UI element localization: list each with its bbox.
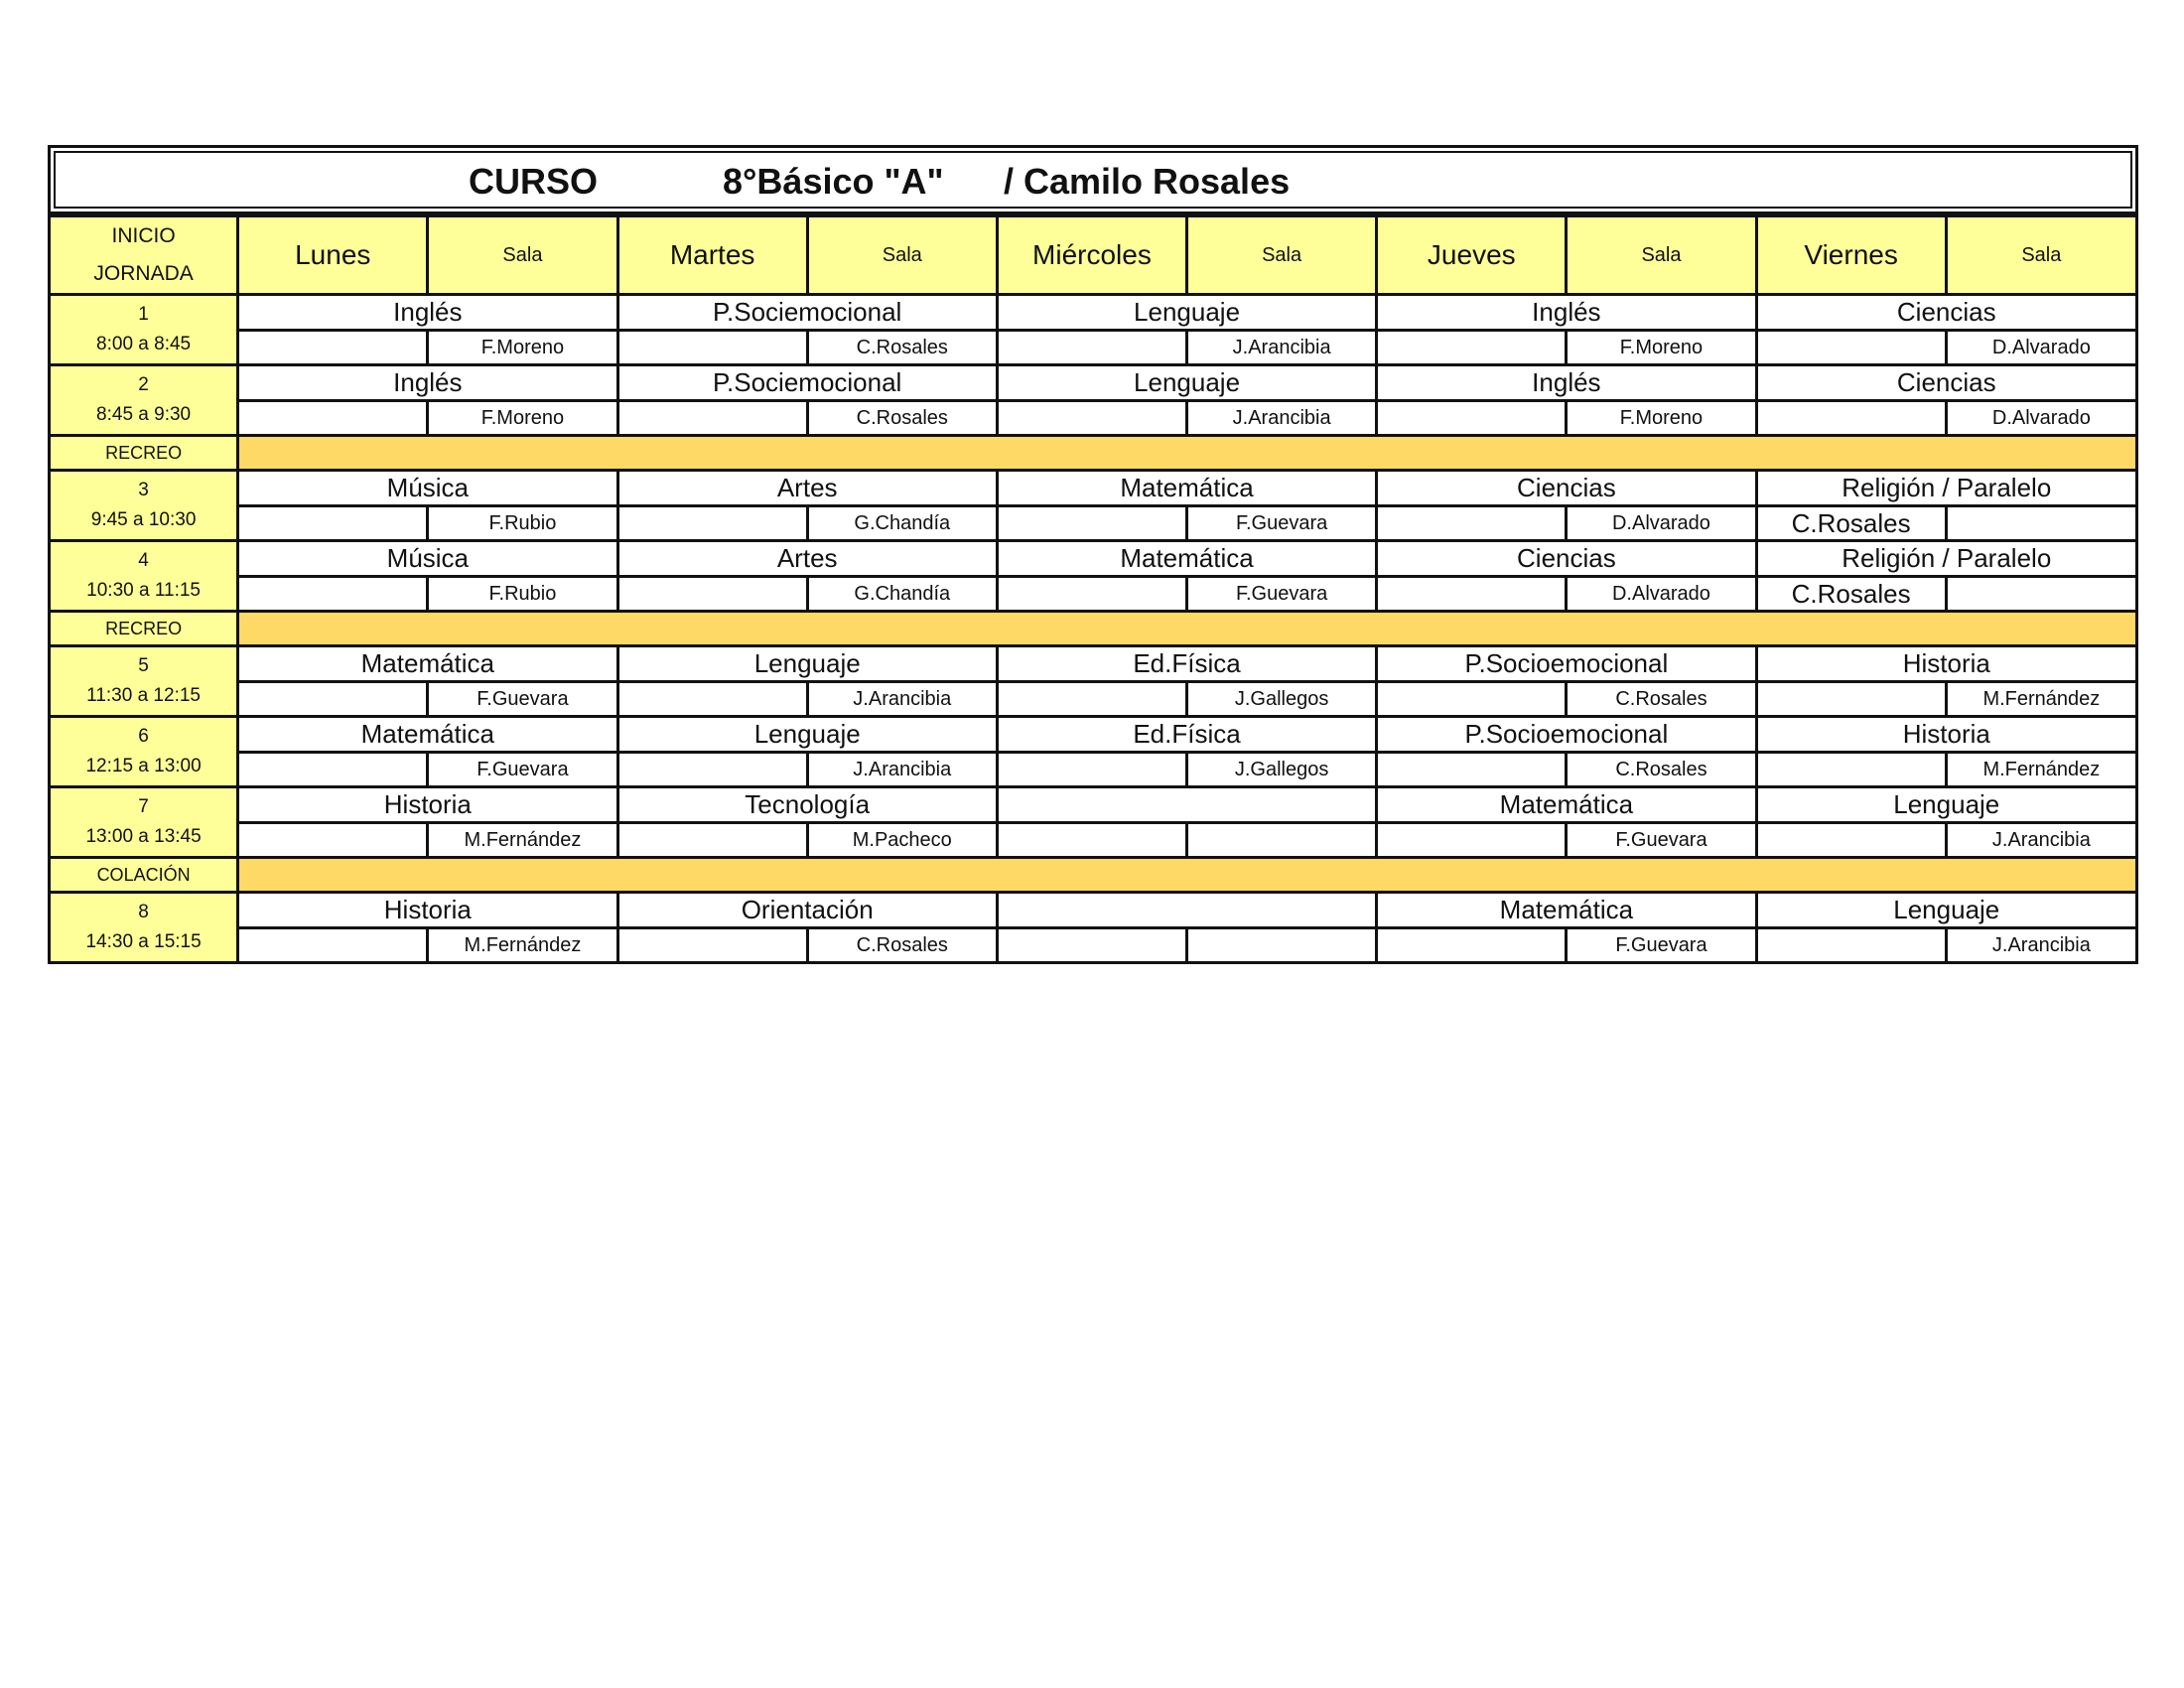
teacher-cell: C.Rosales (1756, 577, 1946, 612)
sala-header: Sala (1946, 216, 2136, 295)
jornada-label: JORNADA (93, 262, 194, 285)
teacher-cell: F.Rubio (428, 577, 617, 612)
room-cell (617, 928, 807, 963)
room-cell (1377, 331, 1567, 365)
teacher-cell: C.Rosales (1567, 682, 1756, 717)
teacher-cell: D.Alvarado (1567, 506, 1756, 541)
teacher-cell (1187, 823, 1377, 858)
period-number: 6 (138, 726, 149, 747)
room-cell (997, 401, 1186, 436)
room-cell (1377, 753, 1567, 787)
period-subject-row (50, 893, 2137, 928)
teacher-cell: C.Rosales (807, 331, 997, 365)
teacher-cell (1187, 928, 1377, 963)
subject-cell: Inglés (238, 365, 617, 401)
period-time: 8:00 a 8:45 (96, 334, 192, 354)
subject-cell: Lenguaje (617, 717, 997, 753)
inicio-label: INICIO (111, 224, 176, 247)
subject-cell: Matemática (238, 717, 617, 753)
room-cell (1756, 753, 1946, 787)
subject-cell: P.Socioemocional (1377, 646, 1756, 682)
grade-label: 8°Básico "A" (723, 161, 944, 202)
room-cell (238, 577, 428, 612)
room-cell (1756, 682, 1946, 717)
subject-cell: Religión / Paralelo (1756, 471, 2136, 506)
teacher-cell: F.Guevara (428, 753, 617, 787)
subject-cell: Historia (1756, 717, 2136, 753)
period-subject-row (50, 295, 2137, 331)
title-box (48, 145, 2138, 214)
period-subject-row (50, 646, 2137, 682)
room-cell (238, 682, 428, 717)
room-cell (1756, 928, 1946, 963)
teacher-cell: F.Guevara (1187, 577, 1377, 612)
break-label: RECREO (50, 436, 238, 471)
period-slot (50, 646, 238, 717)
room-cell (238, 506, 428, 541)
period-number: 1 (138, 304, 149, 325)
subject-cell: Historia (1756, 646, 2136, 682)
teacher-cell: F.Moreno (428, 331, 617, 365)
room-cell (1756, 331, 1946, 365)
period-slot (50, 541, 238, 612)
teacher-cell: D.Alvarado (1946, 331, 2136, 365)
sala-header: Sala (807, 216, 997, 295)
room-cell (997, 682, 1186, 717)
teacher-cell: D.Alvarado (1946, 401, 2136, 436)
room-cell (238, 401, 428, 436)
subject-cell: Ciencias (1756, 295, 2136, 331)
room-cell (617, 577, 807, 612)
break-bar (238, 436, 2137, 471)
room-cell (617, 682, 807, 717)
teacher-cell: C.Rosales (807, 401, 997, 436)
room-cell (1946, 577, 2136, 612)
room-cell (1756, 401, 1946, 436)
teacher-cell: J.Gallegos (1187, 682, 1377, 717)
period-number: 3 (138, 480, 149, 500)
room-cell (1377, 682, 1567, 717)
subject-cell: Música (238, 471, 617, 506)
break-bar (238, 858, 2137, 893)
period-slot (50, 471, 238, 541)
subject-cell (997, 787, 1376, 823)
teacher-cell: F.Guevara (1567, 823, 1756, 858)
teacher-cell: M.Fernández (428, 823, 617, 858)
period-teacher-row (50, 823, 2137, 858)
subject-cell: Inglés (1377, 365, 1756, 401)
period-teacher-row (50, 928, 2137, 963)
room-cell (617, 823, 807, 858)
break-label: COLACIÓN (50, 858, 238, 893)
subject-cell: Tecnología (617, 787, 997, 823)
period-number: 8 (138, 902, 149, 922)
teacher-cell: M.Pacheco (807, 823, 997, 858)
subject-cell (997, 893, 1376, 928)
room-cell (1377, 401, 1567, 436)
period-teacher-row (50, 331, 2137, 365)
period-time: 12:15 a 13:00 (85, 756, 202, 776)
subject-cell: Música (238, 541, 617, 577)
room-cell (997, 753, 1186, 787)
subject-cell: Artes (617, 541, 997, 577)
period-slot (50, 787, 238, 858)
subject-cell: Orientación (617, 893, 997, 928)
room-cell (238, 753, 428, 787)
sala-header: Sala (1567, 216, 1756, 295)
period-slot (50, 365, 238, 436)
teacher-cell: J.Arancibia (1187, 331, 1377, 365)
teacher-cell: J.Arancibia (807, 753, 997, 787)
teacher-cell: M.Fernández (1946, 682, 2136, 717)
subject-cell: Historia (238, 787, 617, 823)
subject-cell: Matemática (238, 646, 617, 682)
subject-cell: P.Sociemocional (617, 365, 997, 401)
room-cell (1946, 506, 2136, 541)
break-label: RECREO (50, 612, 238, 646)
period-subject-row (50, 365, 2137, 401)
room-cell (997, 823, 1186, 858)
break-row (50, 436, 2137, 471)
break-row (50, 612, 2137, 646)
day-header-lunes: Lunes (238, 216, 428, 295)
subject-cell: Inglés (238, 295, 617, 331)
teacher-cell: J.Arancibia (1187, 401, 1377, 436)
break-bar (238, 612, 2137, 646)
teacher-cell: D.Alvarado (1567, 577, 1756, 612)
break-row (50, 858, 2137, 893)
sala-header: Sala (428, 216, 617, 295)
period-time: 11:30 a 12:15 (86, 685, 201, 706)
teacher-cell: F.Guevara (1187, 506, 1377, 541)
teacher-cell: J.Arancibia (807, 682, 997, 717)
teacher-cell: C.Rosales (1567, 753, 1756, 787)
room-cell (617, 401, 807, 436)
period-time: 9:45 a 10:30 (90, 509, 197, 530)
subject-cell: Matemática (997, 541, 1376, 577)
subject-cell: Ciencias (1377, 471, 1756, 506)
period-number: 7 (138, 796, 149, 817)
period-teacher-row (50, 401, 2137, 436)
period-number: 2 (138, 374, 149, 395)
teacher-cell: J.Gallegos (1187, 753, 1377, 787)
period-subject-row (50, 717, 2137, 753)
room-cell (238, 823, 428, 858)
teacher-cell: J.Arancibia (1946, 823, 2136, 858)
room-cell (1377, 823, 1567, 858)
period-number: 4 (138, 550, 149, 571)
schedule-table (48, 214, 2138, 964)
title-bar (54, 151, 2132, 209)
room-cell (1377, 928, 1567, 963)
period-time: 10:30 a 11:15 (86, 580, 201, 601)
subject-cell: Ed.Física (997, 646, 1376, 682)
teacher-cell: C.Rosales (807, 928, 997, 963)
period-subject-row (50, 541, 2137, 577)
subject-cell: P.Sociemocional (617, 295, 997, 331)
subject-cell: Matemática (1377, 787, 1756, 823)
teacher-cell: M.Fernández (428, 928, 617, 963)
period-slot (50, 717, 238, 787)
subject-cell: Religión / Paralelo (1756, 541, 2136, 577)
teacher-cell: F.Guevara (1567, 928, 1756, 963)
teacher-cell: M.Fernández (1946, 753, 2136, 787)
period-subject-row (50, 471, 2137, 506)
period-teacher-row (50, 682, 2137, 717)
subject-cell: Lenguaje (617, 646, 997, 682)
teacher-cell: C.Rosales (1756, 506, 1946, 541)
subject-cell: P.Socioemocional (1377, 717, 1756, 753)
teacher-cell: G.Chandía (807, 506, 997, 541)
room-cell (1377, 577, 1567, 612)
subject-cell: Ciencias (1756, 365, 2136, 401)
room-cell (997, 928, 1186, 963)
room-cell (997, 506, 1186, 541)
subject-cell: Lenguaje (1756, 893, 2136, 928)
period-time: 13:00 a 13:45 (85, 826, 202, 847)
teacher-cell: F.Rubio (428, 506, 617, 541)
room-cell (997, 577, 1186, 612)
room-cell (997, 331, 1186, 365)
sala-header: Sala (1187, 216, 1377, 295)
period-teacher-row (50, 506, 2137, 541)
head-teacher-label: / Camilo Rosales (1004, 161, 1291, 202)
subject-cell: Ed.Física (997, 717, 1376, 753)
period-subject-row (50, 787, 2137, 823)
teacher-cell: G.Chandía (807, 577, 997, 612)
subject-cell: Inglés (1377, 295, 1756, 331)
schedule-sheet (48, 145, 2138, 964)
teacher-cell: F.Moreno (1567, 331, 1756, 365)
subject-cell: Historia (238, 893, 617, 928)
header-row (50, 216, 2137, 295)
subject-cell: Artes (617, 471, 997, 506)
day-header-miercoles: Miércoles (997, 216, 1186, 295)
subject-cell: Matemática (997, 471, 1376, 506)
day-header-jueves: Jueves (1377, 216, 1567, 295)
period-teacher-row (50, 753, 2137, 787)
day-header-martes: Martes (617, 216, 807, 295)
period-teacher-row (50, 577, 2137, 612)
inicio-jornada-header (50, 216, 238, 295)
period-time: 8:45 a 9:30 (96, 404, 192, 425)
subject-cell: Lenguaje (997, 295, 1376, 331)
teacher-cell: F.Moreno (428, 401, 617, 436)
period-slot (50, 295, 238, 365)
room-cell (617, 331, 807, 365)
subject-cell: Matemática (1377, 893, 1756, 928)
subject-cell: Ciencias (1377, 541, 1756, 577)
room-cell (238, 331, 428, 365)
room-cell (1377, 506, 1567, 541)
subject-cell: Lenguaje (997, 365, 1376, 401)
period-time: 14:30 a 15:15 (85, 931, 202, 952)
room-cell (617, 506, 807, 541)
period-number: 5 (138, 655, 149, 676)
teacher-cell: J.Arancibia (1946, 928, 2136, 963)
room-cell (238, 928, 428, 963)
curso-label: CURSO (469, 161, 599, 202)
subject-cell: Lenguaje (1756, 787, 2136, 823)
room-cell (617, 753, 807, 787)
day-header-viernes: Viernes (1756, 216, 1946, 295)
teacher-cell: F.Moreno (1567, 401, 1756, 436)
teacher-cell: F.Guevara (428, 682, 617, 717)
room-cell (1756, 823, 1946, 858)
period-slot (50, 893, 238, 963)
